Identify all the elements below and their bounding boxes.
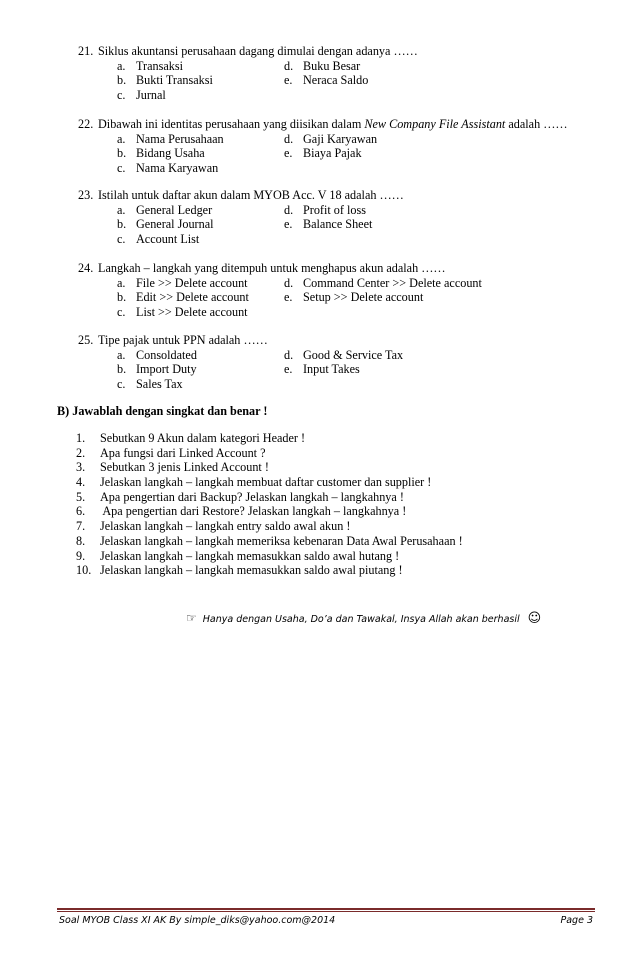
question-25 [78,333,618,391]
option-e: e. Setup >> Delete account [284,290,424,305]
option-b: b. Bukti Transaksi [117,73,213,88]
question-21 [78,44,618,102]
list-item: 1. Sebutkan 9 Akun dalam kategori Header ! [76,431,306,445]
question-text-end: adalah …… [505,117,568,131]
question-number: 22. [78,117,94,131]
question-text: Siklus akuntansi perusahaan dagang dimulai dengan adanya …… [98,44,418,58]
question-stem [78,261,618,276]
option-c: c. List >> Delete account [117,304,248,319]
question-stem [78,333,618,348]
option-b: b. Bidang Usaha [117,146,205,161]
option-row [78,290,618,305]
pointing-hand-icon: ☞ [186,611,197,625]
question-text: Langkah – langkah yang ditempuh untuk menghapus akun adalah …… [98,261,446,275]
question-number: 25. [78,333,94,347]
list-item: 4. Jelaskan langkah – langkah membuat daftar customer dan supplier ! [76,475,432,490]
option-e: e. Neraca Saldo [284,73,369,88]
option-c: c. Account List [117,231,200,246]
closing-text: Hanya dengan Usaha, Do’a dan Tawakal, Insya Allah akan berhasil [202,614,520,625]
closing-message [186,611,541,626]
question-23 [78,188,618,246]
option-row [78,59,618,74]
option-e: e. Biaya Pajak [284,146,362,161]
option-c: c. Nama Karyawan [117,160,219,175]
footer-divider [57,908,595,910]
question-number: 24. [78,261,94,275]
option-row [78,203,618,218]
question-text: Tipe pajak untuk PPN adalah …… [98,333,268,347]
list-item: 2. Apa fungsi dari Linked Account ? [76,445,266,460]
footer-divider-thin [57,911,595,912]
option-row [78,73,618,88]
option-row [78,276,618,291]
question-text-italic: New Company File Assistant [364,117,506,131]
question-stem [78,44,618,59]
option-b: b. Import Duty [117,362,197,377]
question-number: 23. [78,188,94,202]
smiley-icon: ☺ [527,611,542,626]
question-24 [78,261,618,319]
list-item: 7. Jelaskan langkah – langkah entry saldo awal akun ! [76,519,351,534]
option-a: a. Nama Perusahaan [117,131,224,146]
list-item: 6. Apa pengertian dari Restore? Jelaskan langkah – langkahnya ! [76,504,407,519]
option-b: b. Edit >> Delete account [117,290,249,305]
option-row [78,146,618,161]
option-row [78,305,618,320]
option-row [78,362,618,377]
option-d: d. Command Center >> Delete account [284,275,482,290]
option-row [78,348,618,363]
list-item: 3. Sebutkan 3 jenis Linked Account ! [76,460,269,475]
section-b-title: B) Jawablah dengan singkat dan benar ! [57,404,268,418]
page-number: Page 3 [560,915,593,926]
question-22 [78,117,618,175]
list-item: 9. Jelaskan langkah – langkah memasukkan saldo awal hutang ! [76,548,400,563]
list-item: 5. Apa pengertian dari Backup? Jelaskan langkah – langkahnya ! [76,489,404,504]
footer-left-text: Soal MYOB Class XI AK By simple_diks@yahoo.com@2014 [59,915,336,926]
option-d: d. Profit of loss [284,202,366,217]
option-row [78,377,618,392]
option-a: a. Consoldated [117,347,197,362]
question-stem [78,188,618,203]
option-c: c. Jurnal [117,87,166,102]
list-item: 8. Jelaskan langkah – langkah memeriksa kebenaran Data Awal Perusahaan ! [76,533,463,548]
option-row [78,217,618,232]
option-row [78,132,618,147]
option-e: e. Input Takes [284,362,360,377]
option-a: a. General Ledger [117,202,213,217]
list-item: 10. Jelaskan langkah – langkah memasukkan saldo awal piutang ! [76,563,403,578]
question-text: Dibawah ini identitas perusahaan yang diisikan dalam [98,117,365,131]
option-b: b. General Journal [117,217,214,232]
option-row [78,88,618,103]
option-c: c. Sales Tax [117,376,183,391]
option-a: a. File >> Delete account [117,275,248,290]
option-a: a. Transaksi [117,58,183,73]
question-stem [78,117,618,132]
option-e: e. Balance Sheet [284,217,373,232]
option-d: d. Gaji Karyawan [284,131,378,146]
option-d: d. Buku Besar [284,58,361,73]
essay-list [76,431,463,578]
question-number: 21. [78,44,94,58]
option-d: d. Good & Service Tax [284,347,404,362]
question-text: Istilah untuk daftar akun dalam MYOB Acc. V 18 adalah …… [98,188,404,202]
option-row [78,161,618,176]
option-row [78,232,618,247]
